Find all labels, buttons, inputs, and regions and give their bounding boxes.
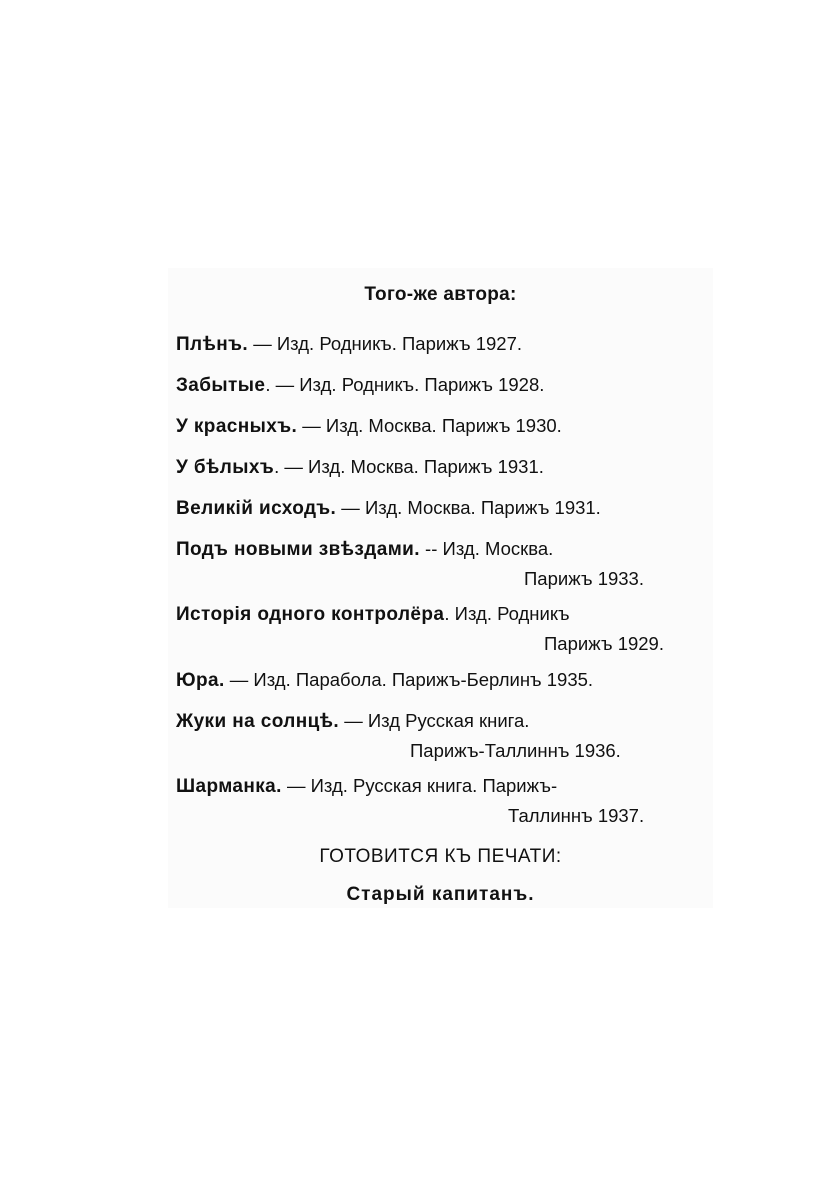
book-publication-continued: Парижъ-Таллиннъ 1936. xyxy=(410,740,621,761)
book-entry xyxy=(176,665,716,695)
book-entry xyxy=(176,329,716,359)
book-publication: . Изд. Родникъ xyxy=(444,603,570,624)
book-publication: — Изд. Родникъ. Парижъ 1927. xyxy=(248,333,522,354)
book-publication: -- Изд. Москва. xyxy=(419,538,554,559)
book-entry xyxy=(176,493,716,523)
book-publication-continued: Таллиннъ 1937. xyxy=(508,805,645,826)
book-publication: — Изд Русская книга. xyxy=(339,710,530,731)
book-entry xyxy=(176,452,716,482)
book-publication: — Изд. Москва. Парижъ 1930. xyxy=(297,415,562,436)
book-title: Великій исходъ. xyxy=(176,498,337,519)
book-title: У красныхъ. xyxy=(176,416,298,437)
forthcoming-title: Старый капитанъ. xyxy=(346,884,535,905)
forthcoming-heading: ГОТОВИТСЯ КЪ ПЕЧАТИ: xyxy=(319,846,562,867)
book-title: Плѣнъ. xyxy=(176,334,249,355)
book-publication-continued: Парижъ 1933. xyxy=(524,568,644,589)
book-title: Исторія одного контролёра xyxy=(176,604,445,625)
book-publication: . — Изд. Москва. Парижъ 1931. xyxy=(274,456,544,477)
book-publication: — Изд. Москва. Парижъ 1931. xyxy=(336,497,601,518)
book-title: У бѣлыхъ xyxy=(176,457,275,478)
book-title: Жуки на солнцѣ. xyxy=(176,711,340,732)
book-publication: . — Изд. Родникъ. Парижъ 1928. xyxy=(265,374,545,395)
book-title: Шарманка. xyxy=(176,776,282,797)
page-text-block xyxy=(168,268,713,908)
book-publication: — Изд. Парабола. Парижъ-Берлинъ 1935. xyxy=(224,669,594,690)
book-entry xyxy=(176,370,716,400)
book-title: Подъ новыми звѣздами. xyxy=(176,539,420,560)
book-entry xyxy=(176,411,716,441)
book-entry xyxy=(176,706,716,765)
book-title: Юра. xyxy=(176,670,225,691)
book-entry xyxy=(176,534,716,593)
section-heading: Того-же автора: xyxy=(364,284,517,305)
book-title: Забытые xyxy=(176,375,266,396)
book-publication-continued: Парижъ 1929. xyxy=(544,633,664,654)
book-entry xyxy=(176,599,716,658)
book-entry xyxy=(176,771,716,830)
book-publication: — Изд. Русская книга. Парижъ- xyxy=(281,775,558,796)
